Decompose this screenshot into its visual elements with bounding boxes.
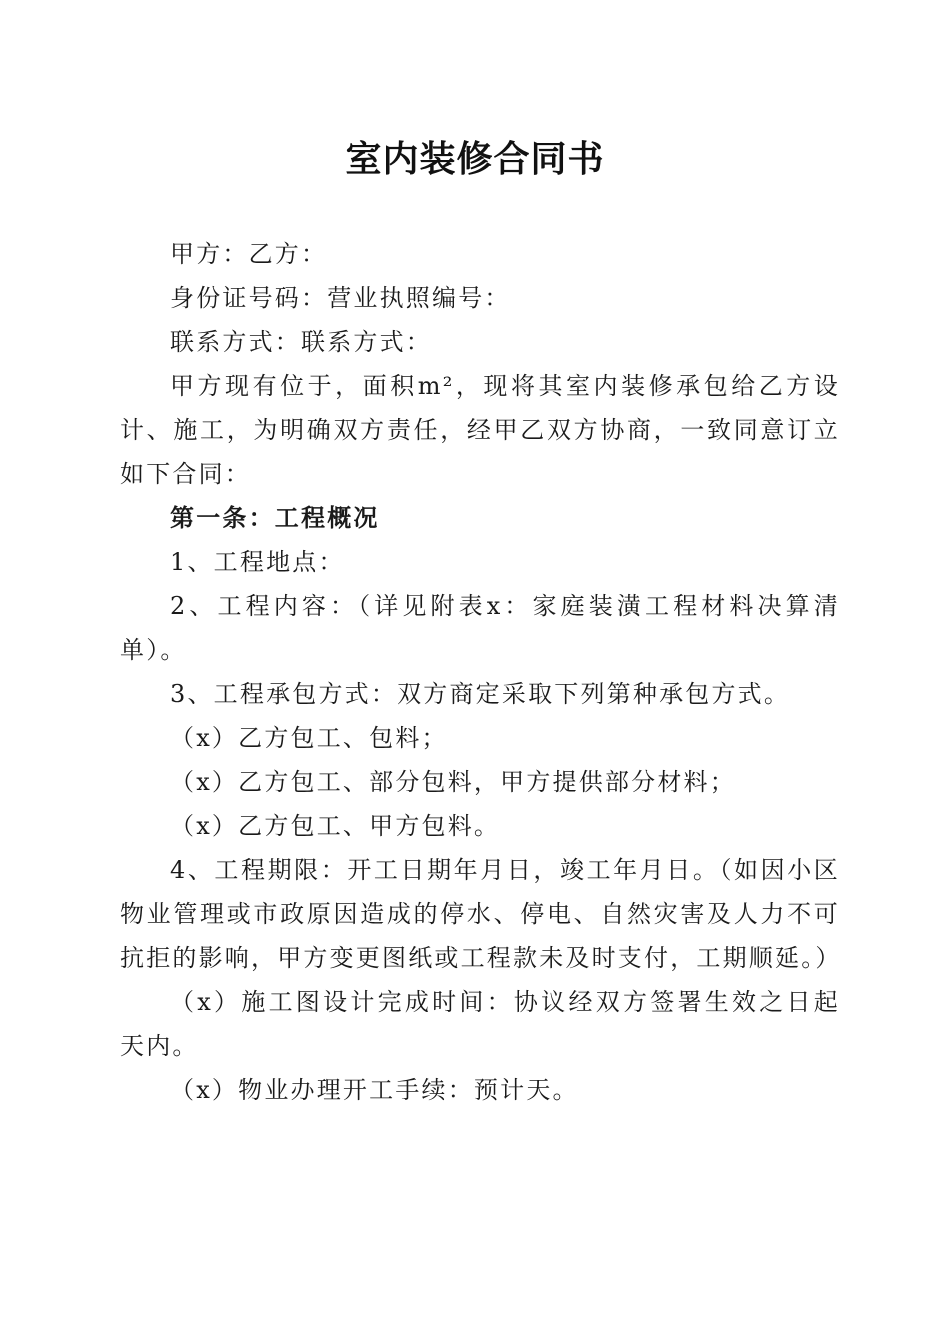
document-body (120, 232, 840, 1112)
option-item: （x）乙方包工、包料； (170, 724, 448, 752)
contact-line: 联系方式：联系方式： (170, 328, 432, 356)
preamble-paragraph: 甲方现有位于，面积m²，现将其室内装修承包给乙方设计、施工，为明确双方责任，经甲乙双方协商，一致同意订立如下合同： (120, 372, 840, 488)
option-item: （x）乙方包工、部分包料，甲方提供部分材料； (170, 768, 736, 796)
document-title: 室内装修合同书 (345, 138, 605, 180)
article-heading: 第一条：工程概况 (170, 503, 380, 532)
id-number-line: 身份证号码：营业执照编号： (170, 284, 511, 312)
option-item: （x）乙方包工、甲方包料。 (170, 812, 501, 840)
party-line: 甲方：乙方： (170, 240, 328, 268)
option-item: （x）物业办理开工手续：预计天。 (170, 1076, 579, 1104)
clause-duration: 4、工程期限：开工日期年月日，竣工年月日。（如因小区物业管理或市政原因造成的停水、停电、自然灾害及人力不可抗拒的影响，甲方变更图纸或工程款未及时支付，工期顺延。） (120, 856, 842, 972)
option-item: （x）施工图设计完成时间：协议经双方签署生效之日起天内。 (120, 988, 840, 1060)
clause-content: 2、工程内容：（详见附表x：家庭装潢工程材料决算清单）。 (120, 592, 840, 664)
clause-contract-method: 3、工程承包方式：双方商定采取下列第种承包方式。 (170, 680, 791, 708)
clause-location: 1、工程地点： (170, 548, 345, 576)
